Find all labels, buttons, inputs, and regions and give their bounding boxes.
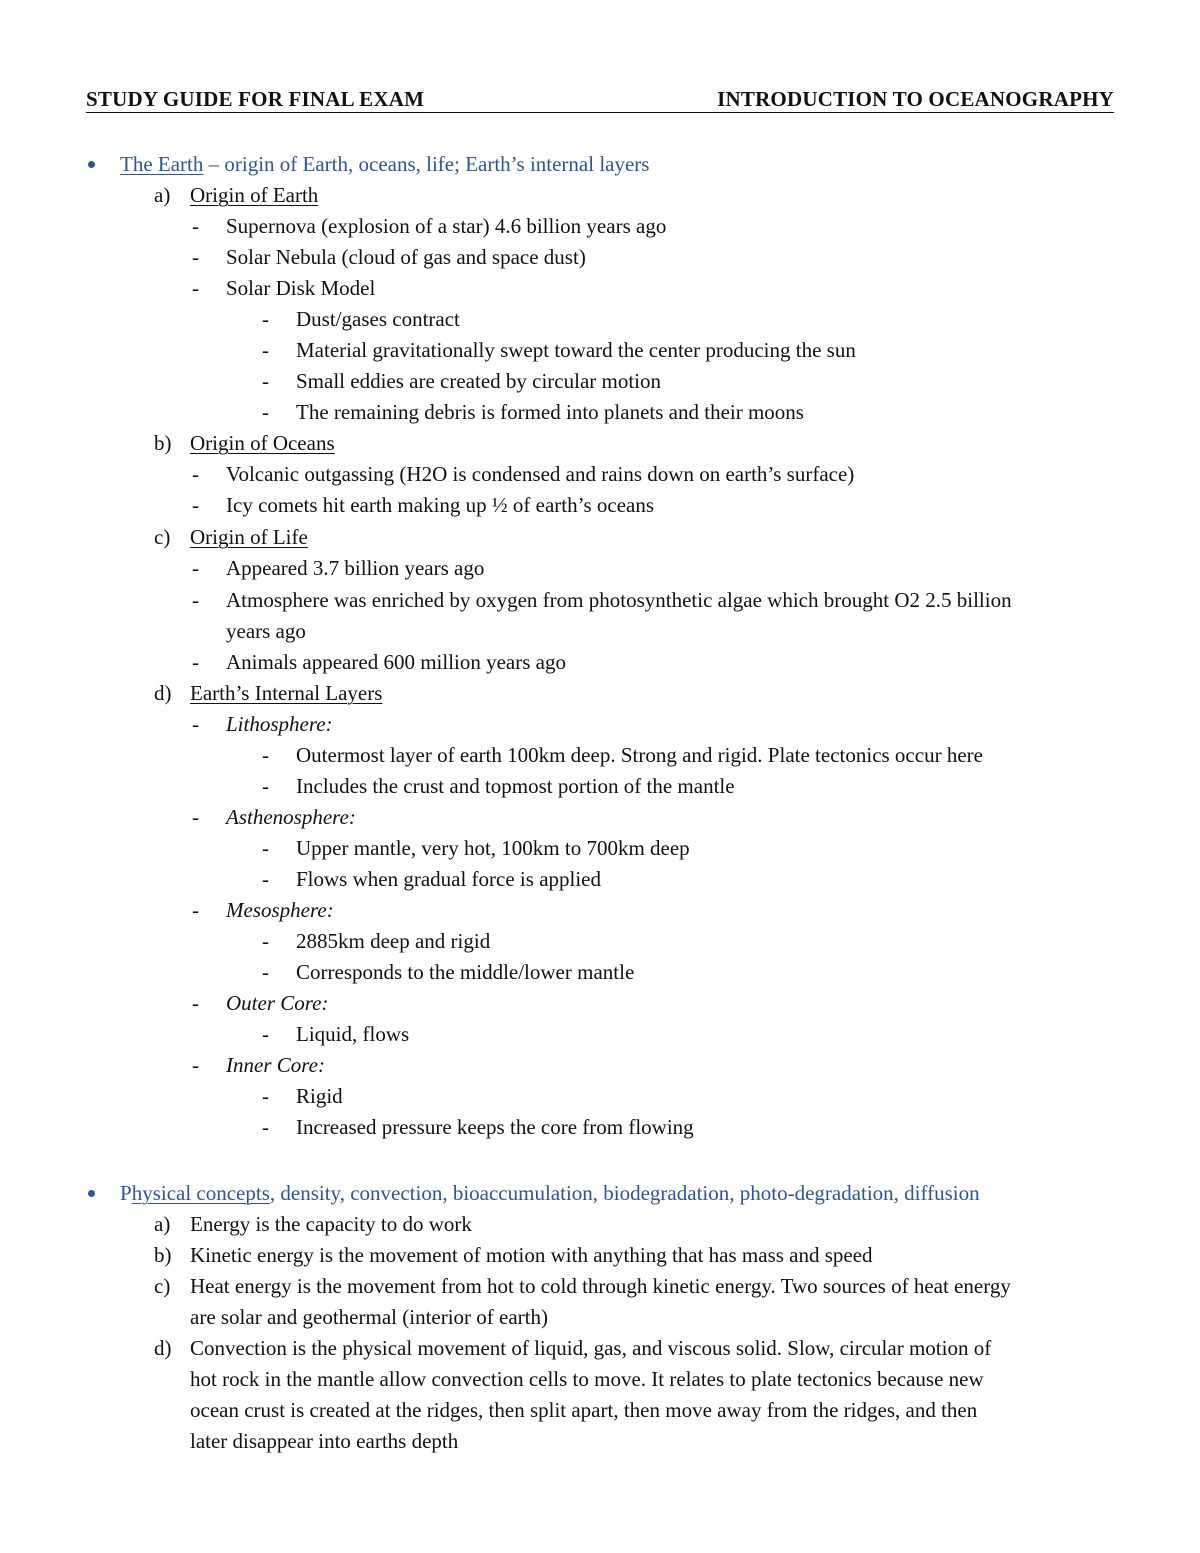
layer-note: Outermost layer of earth 100km deep. Strong and rigid. Plate tectonics occur here [296,743,983,767]
list-subitem: Dust/gases contract [296,307,460,331]
section-heading-initial: P [120,1181,132,1205]
list-subitem: Small eddies are created by circular motion [296,369,662,393]
list-item: Animals appeared 600 million years ago [226,650,566,674]
dash: - [262,867,269,891]
layer-name: Lithosphere: [226,712,333,736]
bullet-icon [88,1190,95,1197]
concept-item: Kinetic energy is the movement of motion with anything that has mass and speed [190,1243,873,1267]
dash: - [262,743,269,767]
section-heading-rest: , density, convection, bioaccumulation, biodegradation, photo-degradation, diffusion [269,1181,980,1205]
concept-item-continued: later disappear into earths depth [190,1429,459,1453]
dash: - [262,369,269,393]
bullet-icon [88,161,95,168]
dash: - [192,245,199,269]
dash: - [192,493,199,517]
concept-item-continued: are solar and geothermal (interior of earth) [190,1305,548,1329]
list-item: Solar Nebula (cloud of gas and space dust) [226,245,586,269]
section-heading-earth [120,149,649,180]
concept-item: Convection is the physical movement of liquid, gas, and viscous solid. Slow, circular motion of [190,1336,992,1360]
list-item: Volcanic outgassing (H2O is condensed and rains down on earth’s surface) [226,462,855,486]
list-label: b) [154,431,172,455]
layer-note: Corresponds to the middle/lower mantle [296,960,635,984]
subheading-origin-life: Origin of Life [190,525,308,549]
dash: - [262,338,269,362]
list-label: c) [154,525,171,549]
dash: - [192,588,199,612]
subheading-internal-layers: Earth’s Internal Layers [190,681,383,705]
layer-name: Mesosphere: [226,898,334,922]
dash: - [192,805,199,829]
list-item: Supernova (explosion of a star) 4.6 billion years ago [226,214,667,238]
list-label: c) [154,1274,171,1298]
section-heading-physical [120,1178,980,1209]
dash: - [192,991,199,1015]
concept-item: Heat energy is the movement from hot to cold through kinetic energy. Two sources of heat energy [190,1274,1011,1298]
list-label: b) [154,1243,172,1267]
dash: - [262,929,269,953]
list-label: d) [154,1336,172,1360]
layer-name: Inner Core: [226,1053,325,1077]
dash: - [262,774,269,798]
layer-name: Asthenosphere: [226,805,356,829]
dash: - [262,307,269,331]
layer-note: Flows when gradual force is applied [296,867,602,891]
dash: - [262,960,269,984]
dash: - [192,650,199,674]
concept-item: Energy is the capacity to do work [190,1212,472,1236]
header-course: INTRODUCTION TO OCEANOGRAPHY [717,87,1114,111]
layer-note: 2885km deep and rigid [296,929,491,953]
list-item: Appeared 3.7 billion years ago [226,556,485,580]
list-label: a) [154,1212,171,1236]
concept-item-continued: ocean crust is created at the ridges, then split apart, then move away from the ridges, and then [190,1398,978,1422]
dash: - [192,462,199,486]
page-header [86,86,1114,113]
section-link-physical[interactable]: hysical concepts [131,1181,270,1205]
dash: - [192,556,199,580]
layer-note: Liquid, flows [296,1022,410,1046]
dash: - [262,1084,269,1108]
layer-note: Increased pressure keeps the core from flowing [296,1115,694,1139]
list-label: d) [154,681,172,705]
subheading-origin-oceans: Origin of Oceans [190,431,335,455]
dash: - [192,214,199,238]
list-item: Icy comets hit earth making up ½ of earth’s oceans [226,493,655,517]
section-heading-rest: – origin of Earth, oceans, life; Earth’s internal layers [203,152,650,176]
layer-note: Upper mantle, very hot, 100km to 700km deep [296,836,690,860]
header-title: STUDY GUIDE FOR FINAL EXAM [86,87,425,111]
list-label: a) [154,183,171,207]
list-subitem: The remaining debris is formed into planets and their moons [296,400,804,424]
list-subitem: Material gravitationally swept toward the center producing the sun [296,338,856,362]
dash: - [262,400,269,424]
dash: - [192,712,199,736]
dash: - [262,1115,269,1139]
layer-note: Rigid [296,1084,343,1108]
dash: - [262,1022,269,1046]
concept-item-continued: hot rock in the mantle allow convection cells to move. It relates to plate tectonics because new [190,1367,984,1391]
dash: - [262,836,269,860]
dash: - [192,1053,199,1077]
subheading-origin-earth: Origin of Earth [190,183,319,207]
section-link-earth[interactable]: The Earth [120,152,204,176]
dash: - [192,898,199,922]
layer-note: Includes the crust and topmost portion of the mantle [296,774,735,798]
dash: - [192,276,199,300]
list-item: Atmosphere was enriched by oxygen from photosynthetic algae which brought O2 2.5 billion [226,588,1012,612]
list-item: Solar Disk Model [226,276,376,300]
layer-name: Outer Core: [226,991,329,1015]
list-item-continued: years ago [226,619,306,643]
